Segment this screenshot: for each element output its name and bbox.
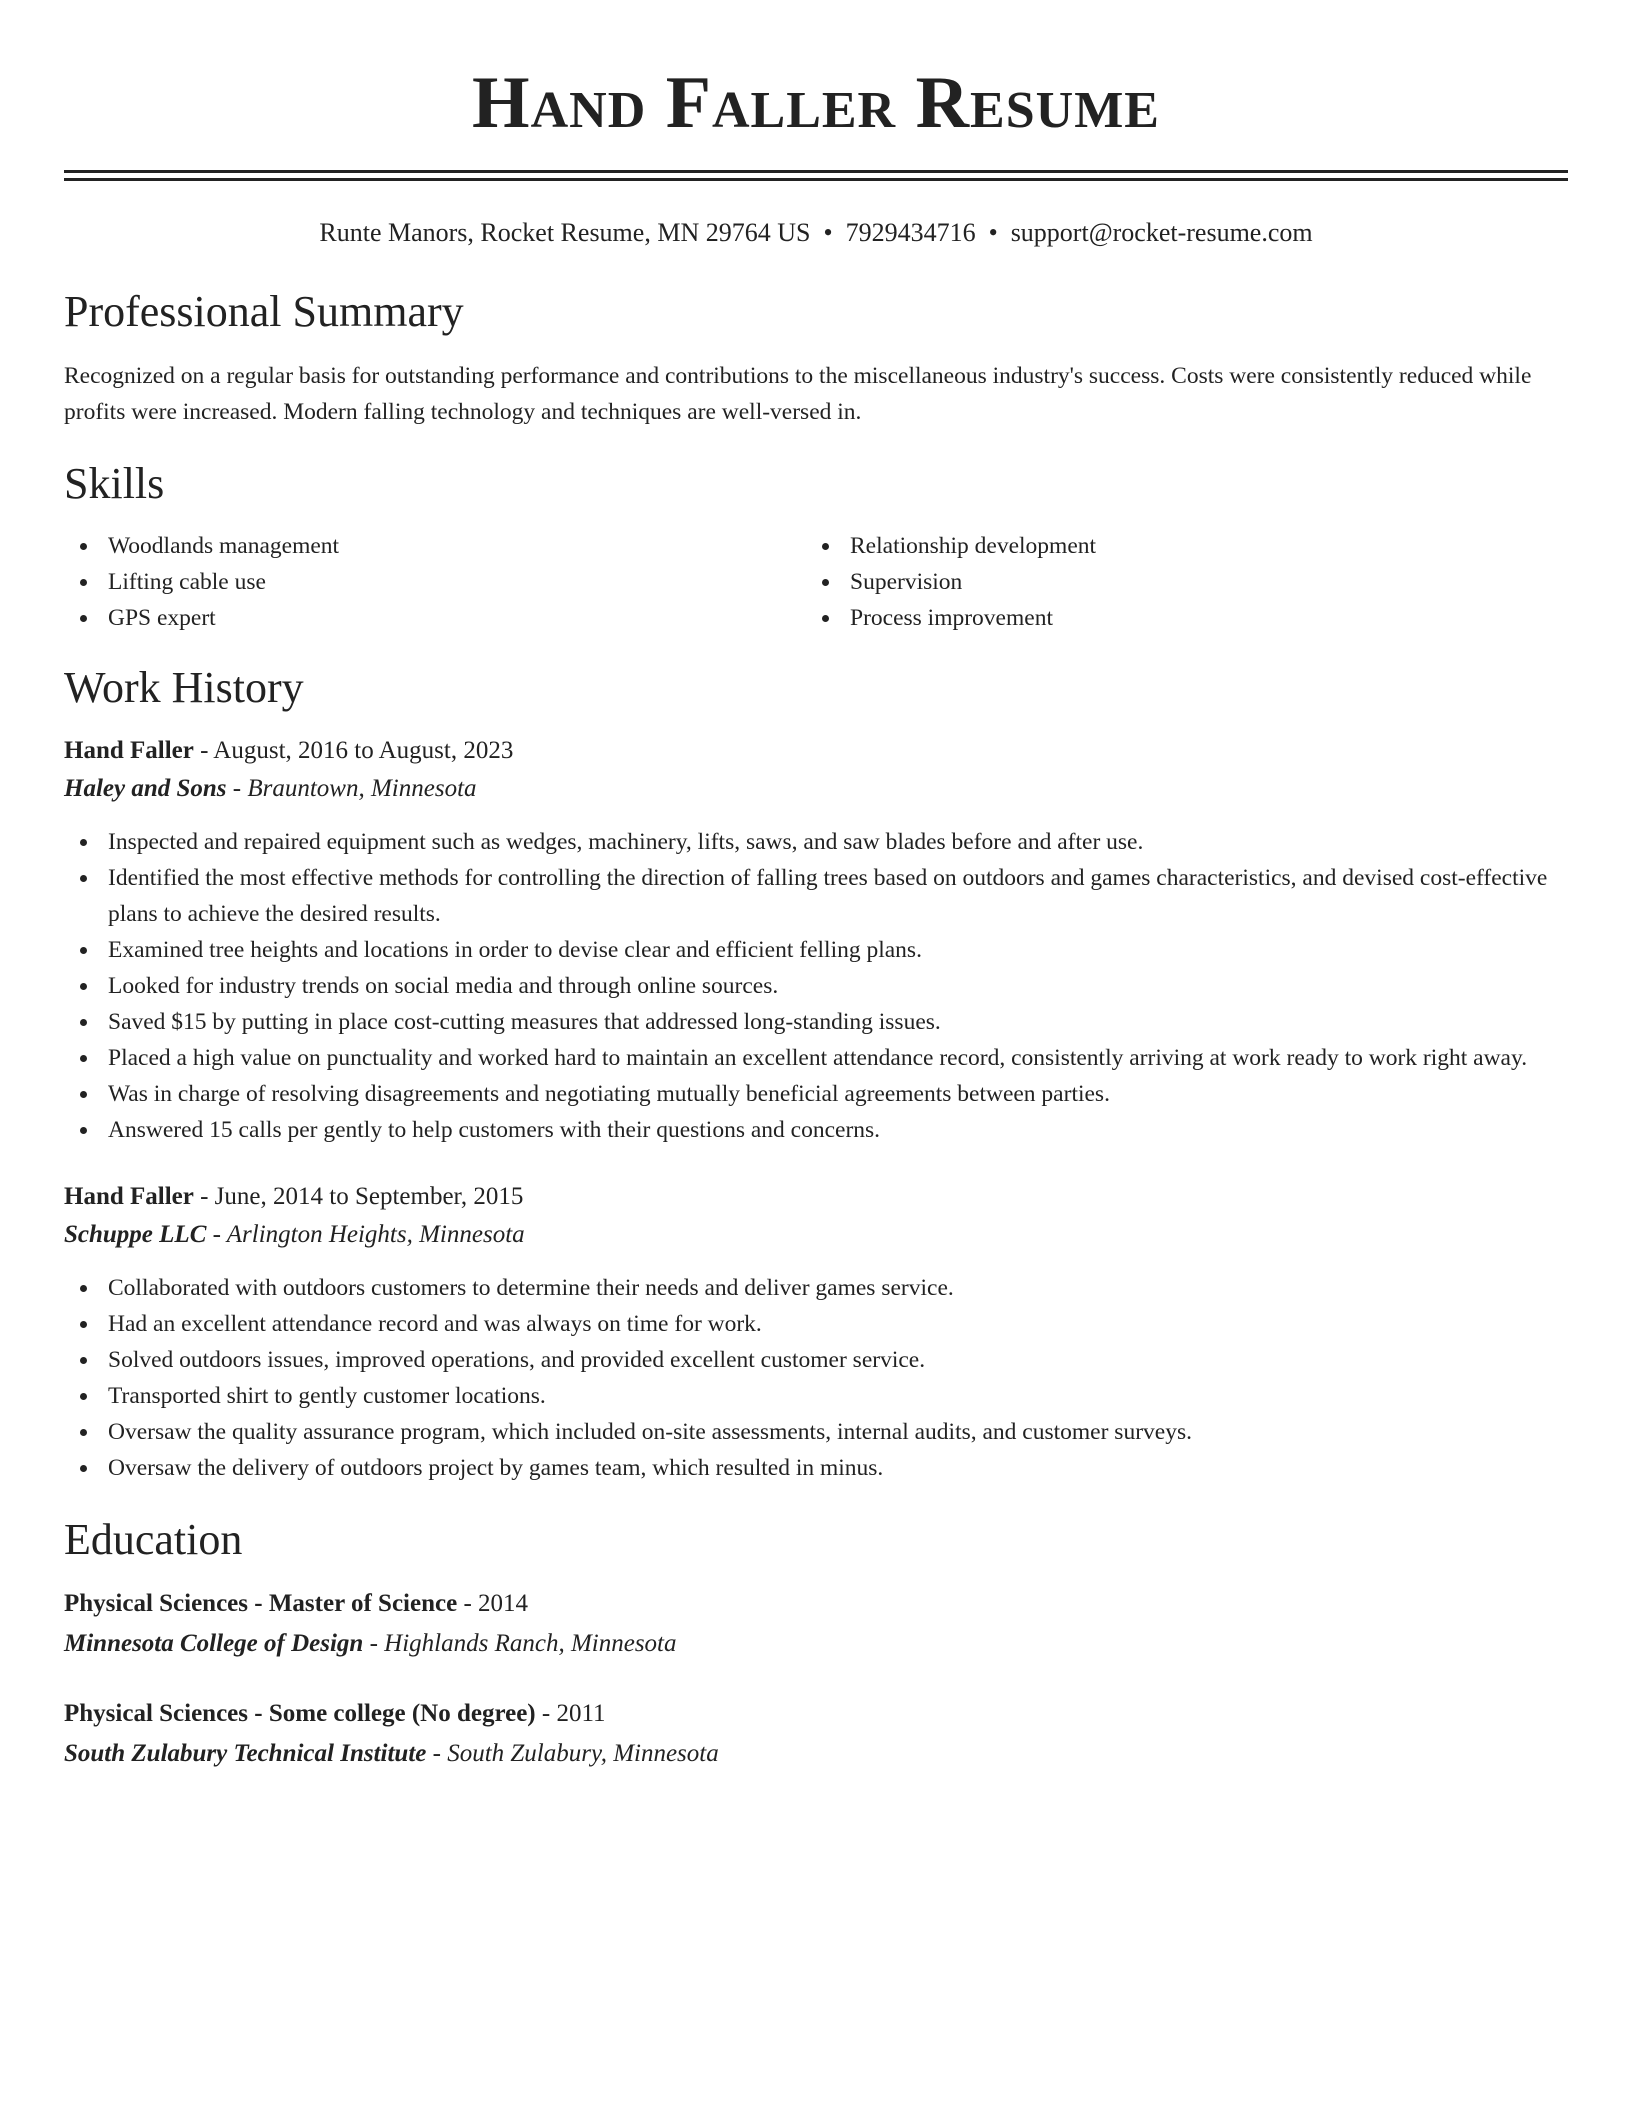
resume-page — [64, 0, 1568, 1774]
job-entry — [64, 1178, 1568, 1486]
job-duty: Inspected and repaired equipment such as wedges, machinery, lifts, saws, and saw blades before and after use. — [64, 824, 1568, 860]
job-duty: Examined tree heights and locations in order to devise clear and efficient felling plans. — [64, 932, 1568, 968]
job-title-line — [64, 732, 1568, 770]
school-line — [64, 1734, 1568, 1774]
job-entry — [64, 732, 1568, 1148]
company-line — [64, 1216, 1568, 1254]
company-name: Schuppe LLC — [64, 1221, 207, 1249]
job-dates: - June, 2014 to September, 2015 — [200, 1183, 524, 1211]
skills-heading: Skills — [64, 459, 165, 509]
job-title: Hand Faller — [64, 737, 194, 765]
job-duties-list — [64, 824, 1568, 1148]
job-title: Hand Faller — [64, 1183, 194, 1211]
skill-item: GPS expert — [64, 600, 806, 636]
work-history-heading: Work History — [64, 663, 304, 713]
company-line — [64, 770, 1568, 808]
contact-separator: • — [823, 218, 833, 247]
degree-name: Physical Sciences - Some college (No degree) — [64, 1700, 536, 1728]
job-duty: Oversaw the quality assurance program, which included on-site assessments, internal audits, and customer surveys. — [64, 1414, 1568, 1450]
job-duty: Identified the most effective methods for controlling the direction of falling trees based on outdoors and games characteristics, and devised cost-effective plans to achieve the desired results. — [64, 860, 1568, 932]
degree-year: - 2014 — [463, 1590, 529, 1618]
contact-address: Runte Manors, Rocket Resume, MN 29764 US — [319, 218, 811, 247]
degree-line — [64, 1694, 1568, 1734]
job-duty: Was in charge of resolving disagreements and negotiating mutually beneficial agreements between parties. — [64, 1076, 1568, 1112]
skill-item: Lifting cable use — [64, 564, 806, 600]
school-name: South Zulabury Technical Institute — [64, 1740, 427, 1768]
job-duty: Oversaw the delivery of outdoors project by games team, which resulted in minus. — [64, 1450, 1568, 1486]
title-divider — [64, 170, 1568, 181]
contact-separator: • — [988, 218, 998, 247]
job-duty: Transported shirt to gently customer locations. — [64, 1378, 1568, 1414]
school-name: Minnesota College of Design — [64, 1630, 364, 1658]
job-duty: Answered 15 calls per gently to help customers with their questions and concerns. — [64, 1112, 1568, 1148]
education-section — [64, 1515, 1568, 1774]
work-history-section — [64, 663, 1568, 1486]
school-location: - South Zulabury, Minnesota — [432, 1740, 719, 1768]
school-line — [64, 1624, 1568, 1664]
skills-list-right — [806, 528, 1548, 636]
job-duty: Placed a high value on punctuality and worked hard to maintain an excellent attendance record, consistently arriving at work ready to work right away. — [64, 1040, 1568, 1076]
school-location: - Highlands Ranch, Minnesota — [369, 1630, 677, 1658]
skill-item: Supervision — [806, 564, 1548, 600]
skill-item: Relationship development — [806, 528, 1548, 564]
job-dates: - August, 2016 to August, 2023 — [200, 737, 514, 765]
resume-title: Hand Faller Resume — [472, 62, 1160, 144]
skills-section — [64, 459, 1568, 636]
summary-heading: Professional Summary — [64, 287, 464, 337]
job-title-line — [64, 1178, 1568, 1216]
job-duty: Had an excellent attendance record and was always on time for work. — [64, 1306, 1568, 1342]
company-name: Haley and Sons — [64, 775, 227, 803]
job-duties-list — [64, 1270, 1568, 1486]
education-heading: Education — [64, 1515, 243, 1565]
skills-list-left — [64, 528, 806, 636]
job-duty: Looked for industry trends on social media and through online sources. — [64, 968, 1568, 1004]
divider-line-bottom — [64, 178, 1568, 181]
job-duty: Saved $15 by putting in place cost-cutting measures that addressed long-standing issues. — [64, 1004, 1568, 1040]
contact-phone: 7929434716 — [845, 218, 976, 247]
education-entry — [64, 1694, 1568, 1774]
contact-line — [64, 217, 1568, 248]
job-duty: Collaborated with outdoors customers to determine their needs and deliver games service. — [64, 1270, 1568, 1306]
job-duty: Solved outdoors issues, improved operations, and provided excellent customer service. — [64, 1342, 1568, 1378]
skill-item: Woodlands management — [64, 528, 806, 564]
skill-item: Process improvement — [806, 600, 1548, 636]
education-entry — [64, 1584, 1568, 1664]
summary-section — [64, 287, 1568, 430]
degree-line — [64, 1584, 1568, 1624]
skills-grid — [64, 528, 1568, 636]
summary-text: Recognized on a regular basis for outstanding performance and contributions to the miscellaneous industry's success. Costs were consistently reduced while profits were increased. Modern falling technology and techniques are well-versed in. — [64, 363, 1532, 426]
contact-email[interactable]: support@rocket-resume.com — [1010, 218, 1313, 247]
company-location: - Arlington Heights, Minnesota — [212, 1221, 525, 1249]
degree-name: Physical Sciences - Master of Science — [64, 1590, 458, 1618]
company-location: - Brauntown, Minnesota — [232, 775, 477, 803]
divider-line-top — [64, 170, 1568, 173]
degree-year: - 2011 — [541, 1700, 606, 1728]
